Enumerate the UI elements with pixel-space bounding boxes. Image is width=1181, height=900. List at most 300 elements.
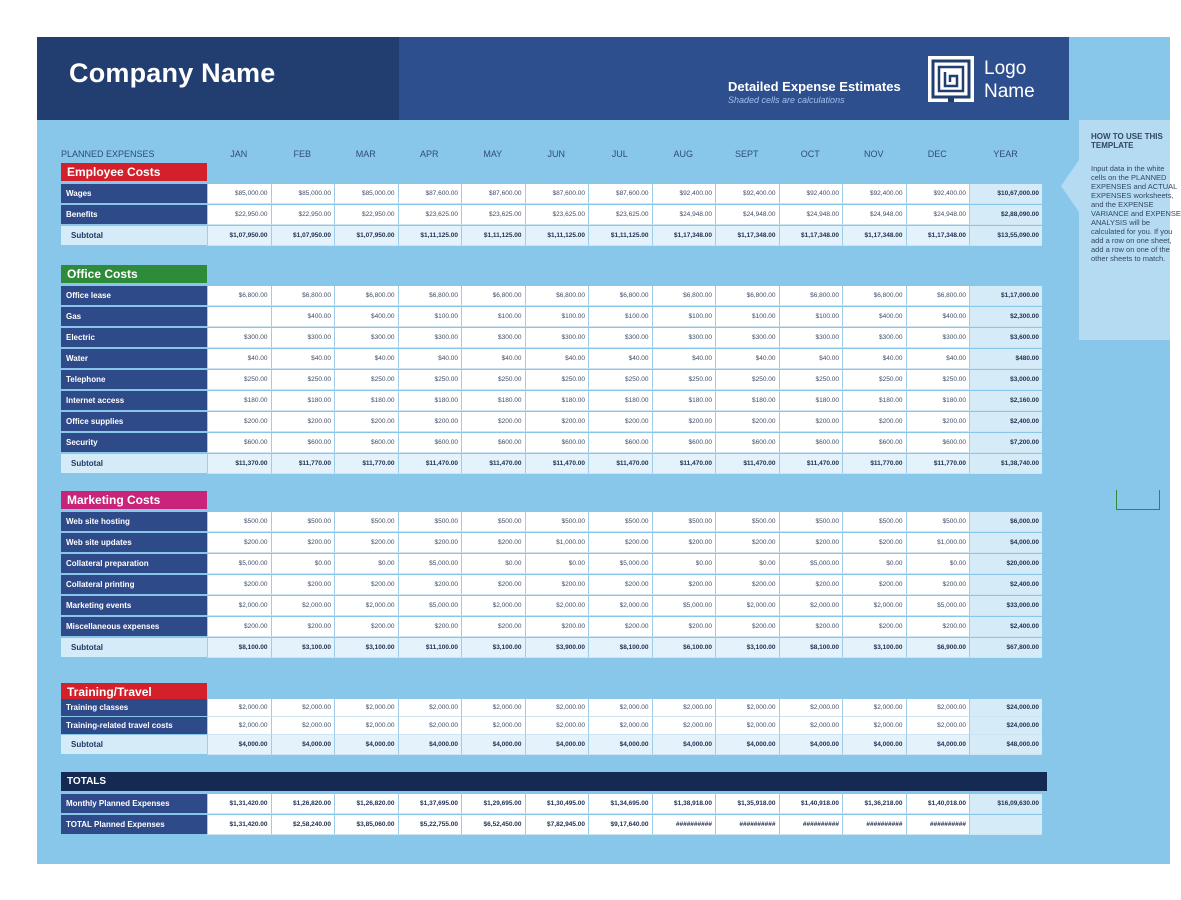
cell-dec[interactable]: $5,000.00 xyxy=(906,596,970,616)
cell-aug[interactable]: $180.00 xyxy=(652,391,716,411)
cell-feb[interactable]: $22,950.00 xyxy=(271,205,335,225)
cell-apr[interactable]: $1,11,125.00 xyxy=(398,226,462,246)
row-label[interactable]: Office supplies xyxy=(61,412,207,432)
cell-may[interactable]: $200.00 xyxy=(461,412,525,432)
selected-cell[interactable] xyxy=(1116,490,1160,510)
cell-oct[interactable]: $250.00 xyxy=(779,370,843,390)
cell-mar[interactable]: $4,000.00 xyxy=(334,735,398,755)
row-label[interactable]: Water xyxy=(61,349,207,369)
cell-jul[interactable]: $40.00 xyxy=(588,349,652,369)
cell-jun[interactable]: $1,000.00 xyxy=(525,533,589,553)
cell-feb[interactable]: $85,000.00 xyxy=(271,184,335,204)
cell-jan[interactable]: $85,000.00 xyxy=(207,184,271,204)
cell-sept[interactable]: $0.00 xyxy=(715,554,779,574)
cell-jun[interactable]: $500.00 xyxy=(525,512,589,532)
cell-dec[interactable]: $400.00 xyxy=(906,307,970,327)
cell-jan[interactable]: $1,07,950.00 xyxy=(207,226,271,246)
cell-nov[interactable]: $24,948.00 xyxy=(842,205,906,225)
cell-jan[interactable]: $300.00 xyxy=(207,328,271,348)
cell-feb[interactable]: $200.00 xyxy=(271,575,335,595)
cell-feb[interactable]: $400.00 xyxy=(271,307,335,327)
cell-may[interactable]: $0.00 xyxy=(461,554,525,574)
cell-jul[interactable]: $200.00 xyxy=(588,617,652,637)
cell-mar[interactable]: $6,800.00 xyxy=(334,286,398,306)
cell-oct[interactable]: $600.00 xyxy=(779,433,843,453)
cell-oct[interactable]: $2,000.00 xyxy=(779,699,843,717)
cell-mar[interactable]: $3,85,060.00 xyxy=(334,815,398,835)
row-label[interactable]: Electric xyxy=(61,328,207,348)
cell-jan[interactable]: $200.00 xyxy=(207,412,271,432)
cell-apr[interactable]: $2,000.00 xyxy=(398,717,462,735)
cell-sept[interactable]: $3,100.00 xyxy=(715,638,779,658)
cell-jul[interactable]: $2,000.00 xyxy=(588,699,652,717)
cell-sept[interactable]: $6,800.00 xyxy=(715,286,779,306)
row-label[interactable]: Miscellaneous expenses xyxy=(61,617,207,637)
cell-apr[interactable]: $5,000.00 xyxy=(398,596,462,616)
cell-jun[interactable]: $11,470.00 xyxy=(525,454,589,474)
cell-dec[interactable]: $92,400.00 xyxy=(906,184,970,204)
cell-feb[interactable]: $11,770.00 xyxy=(271,454,335,474)
cell-jul[interactable]: $200.00 xyxy=(588,575,652,595)
cell-oct[interactable]: $2,000.00 xyxy=(779,717,843,735)
cell-jan[interactable]: $1,31,420.00 xyxy=(207,815,271,835)
cell-mar[interactable]: $200.00 xyxy=(334,617,398,637)
cell-feb[interactable]: $250.00 xyxy=(271,370,335,390)
cell-may[interactable]: $500.00 xyxy=(461,512,525,532)
cell-dec[interactable]: $6,800.00 xyxy=(906,286,970,306)
cell-apr[interactable]: $180.00 xyxy=(398,391,462,411)
cell-jun[interactable]: $200.00 xyxy=(525,412,589,432)
cell-nov[interactable]: $6,800.00 xyxy=(842,286,906,306)
cell-may[interactable]: $1,11,125.00 xyxy=(461,226,525,246)
cell-jan[interactable]: $8,100.00 xyxy=(207,638,271,658)
cell-apr[interactable]: $200.00 xyxy=(398,617,462,637)
cell-apr[interactable]: $11,470.00 xyxy=(398,454,462,474)
cell-may[interactable]: $6,52,450.00 xyxy=(461,815,525,835)
cell-feb[interactable]: $6,800.00 xyxy=(271,286,335,306)
row-label[interactable]: TOTAL Planned Expenses xyxy=(61,815,207,835)
cell-sept[interactable]: $180.00 xyxy=(715,391,779,411)
cell-dec[interactable]: $200.00 xyxy=(906,617,970,637)
cell-mar[interactable]: $85,000.00 xyxy=(334,184,398,204)
cell-may[interactable]: $300.00 xyxy=(461,328,525,348)
cell-nov[interactable]: $600.00 xyxy=(842,433,906,453)
cell-apr[interactable]: $200.00 xyxy=(398,575,462,595)
cell-jun[interactable]: $200.00 xyxy=(525,617,589,637)
cell-nov[interactable]: $200.00 xyxy=(842,575,906,595)
cell-sept[interactable]: $200.00 xyxy=(715,533,779,553)
cell-jan[interactable]: $600.00 xyxy=(207,433,271,453)
cell-apr[interactable]: $87,600.00 xyxy=(398,184,462,204)
cell-sept[interactable]: $1,35,918.00 xyxy=(715,794,779,814)
cell-mar[interactable]: $300.00 xyxy=(334,328,398,348)
cell-apr[interactable]: $300.00 xyxy=(398,328,462,348)
row-label[interactable]: Benefits xyxy=(61,205,207,225)
cell-apr[interactable]: $250.00 xyxy=(398,370,462,390)
cell-aug[interactable]: $6,100.00 xyxy=(652,638,716,658)
cell-mar[interactable]: $200.00 xyxy=(334,412,398,432)
cell-jun[interactable]: $3,900.00 xyxy=(525,638,589,658)
cell-jul[interactable]: $500.00 xyxy=(588,512,652,532)
cell-nov[interactable]: $1,17,348.00 xyxy=(842,226,906,246)
cell-jan[interactable]: $22,950.00 xyxy=(207,205,271,225)
cell-may[interactable]: $4,000.00 xyxy=(461,735,525,755)
cell-sept[interactable]: ########## xyxy=(715,815,779,835)
cell-jan[interactable]: $180.00 xyxy=(207,391,271,411)
cell-aug[interactable]: $500.00 xyxy=(652,512,716,532)
cell-oct[interactable]: $24,948.00 xyxy=(779,205,843,225)
cell-jul[interactable]: $8,100.00 xyxy=(588,638,652,658)
row-label[interactable]: Subtotal xyxy=(61,454,207,474)
cell-sept[interactable]: $92,400.00 xyxy=(715,184,779,204)
cell-jul[interactable]: $6,800.00 xyxy=(588,286,652,306)
cell-jul[interactable]: $180.00 xyxy=(588,391,652,411)
cell-feb[interactable]: $500.00 xyxy=(271,512,335,532)
row-label[interactable]: Web site hosting xyxy=(61,512,207,532)
cell-mar[interactable]: $2,000.00 xyxy=(334,717,398,735)
cell-jan[interactable]: $6,800.00 xyxy=(207,286,271,306)
cell-jun[interactable]: $4,000.00 xyxy=(525,735,589,755)
cell-may[interactable]: $11,470.00 xyxy=(461,454,525,474)
cell-oct[interactable]: $6,800.00 xyxy=(779,286,843,306)
cell-nov[interactable]: $250.00 xyxy=(842,370,906,390)
cell-sept[interactable]: $24,948.00 xyxy=(715,205,779,225)
cell-jun[interactable]: $2,000.00 xyxy=(525,717,589,735)
cell-feb[interactable]: $40.00 xyxy=(271,349,335,369)
cell-nov[interactable]: $200.00 xyxy=(842,617,906,637)
cell-jul[interactable]: $600.00 xyxy=(588,433,652,453)
cell-oct[interactable]: $92,400.00 xyxy=(779,184,843,204)
cell-aug[interactable]: $1,17,348.00 xyxy=(652,226,716,246)
cell-feb[interactable]: $4,000.00 xyxy=(271,735,335,755)
cell-jun[interactable]: $6,800.00 xyxy=(525,286,589,306)
cell-sept[interactable]: $300.00 xyxy=(715,328,779,348)
cell-aug[interactable]: $2,000.00 xyxy=(652,717,716,735)
cell-jun[interactable]: $200.00 xyxy=(525,575,589,595)
cell-feb[interactable]: $180.00 xyxy=(271,391,335,411)
cell-jan[interactable]: $2,000.00 xyxy=(207,596,271,616)
cell-may[interactable]: $2,000.00 xyxy=(461,699,525,717)
cell-sept[interactable]: $2,000.00 xyxy=(715,717,779,735)
cell-may[interactable]: $2,000.00 xyxy=(461,717,525,735)
cell-aug[interactable]: $5,000.00 xyxy=(652,596,716,616)
cell-jul[interactable]: $1,11,125.00 xyxy=(588,226,652,246)
cell-aug[interactable]: $92,400.00 xyxy=(652,184,716,204)
cell-jan[interactable]: $11,370.00 xyxy=(207,454,271,474)
cell-feb[interactable]: $2,000.00 xyxy=(271,699,335,717)
cell-jul[interactable]: $5,000.00 xyxy=(588,554,652,574)
cell-jun[interactable]: $1,11,125.00 xyxy=(525,226,589,246)
cell-oct[interactable]: $1,17,348.00 xyxy=(779,226,843,246)
cell-aug[interactable]: $2,000.00 xyxy=(652,699,716,717)
cell-jun[interactable]: $100.00 xyxy=(525,307,589,327)
cell-jan[interactable]: $1,31,420.00 xyxy=(207,794,271,814)
cell-nov[interactable]: ########## xyxy=(842,815,906,835)
cell-oct[interactable]: $100.00 xyxy=(779,307,843,327)
cell-aug[interactable]: $200.00 xyxy=(652,617,716,637)
cell-dec[interactable]: $180.00 xyxy=(906,391,970,411)
cell-mar[interactable]: $200.00 xyxy=(334,533,398,553)
cell-mar[interactable]: $11,770.00 xyxy=(334,454,398,474)
cell-may[interactable]: $6,800.00 xyxy=(461,286,525,306)
cell-feb[interactable]: $2,000.00 xyxy=(271,717,335,735)
cell-jul[interactable]: $23,625.00 xyxy=(588,205,652,225)
cell-apr[interactable]: $500.00 xyxy=(398,512,462,532)
cell-dec[interactable]: $600.00 xyxy=(906,433,970,453)
cell-dec[interactable]: $200.00 xyxy=(906,412,970,432)
cell-jul[interactable]: $4,000.00 xyxy=(588,735,652,755)
cell-aug[interactable]: $300.00 xyxy=(652,328,716,348)
cell-nov[interactable]: $200.00 xyxy=(842,412,906,432)
cell-aug[interactable]: $24,948.00 xyxy=(652,205,716,225)
cell-jan[interactable]: $500.00 xyxy=(207,512,271,532)
cell-jun[interactable]: $40.00 xyxy=(525,349,589,369)
cell-mar[interactable]: $400.00 xyxy=(334,307,398,327)
row-label[interactable]: Gas xyxy=(61,307,207,327)
cell-aug[interactable]: $4,000.00 xyxy=(652,735,716,755)
cell-nov[interactable]: $1,36,218.00 xyxy=(842,794,906,814)
cell-may[interactable]: $250.00 xyxy=(461,370,525,390)
cell-sept[interactable]: $2,000.00 xyxy=(715,596,779,616)
cell-jun[interactable]: $180.00 xyxy=(525,391,589,411)
cell-apr[interactable]: $6,800.00 xyxy=(398,286,462,306)
cell-apr[interactable]: $600.00 xyxy=(398,433,462,453)
cell-nov[interactable]: $300.00 xyxy=(842,328,906,348)
cell-mar[interactable]: $2,000.00 xyxy=(334,596,398,616)
cell-dec[interactable]: $200.00 xyxy=(906,575,970,595)
cell-oct[interactable]: $11,470.00 xyxy=(779,454,843,474)
cell-jun[interactable]: $87,600.00 xyxy=(525,184,589,204)
cell-jul[interactable]: $100.00 xyxy=(588,307,652,327)
cell-jun[interactable]: $600.00 xyxy=(525,433,589,453)
row-label[interactable]: Training-related travel costs xyxy=(61,717,207,735)
cell-jul[interactable]: $11,470.00 xyxy=(588,454,652,474)
row-label[interactable]: Wages xyxy=(61,184,207,204)
cell-mar[interactable]: $200.00 xyxy=(334,575,398,595)
cell-sept[interactable]: $200.00 xyxy=(715,575,779,595)
cell-mar[interactable]: $2,000.00 xyxy=(334,699,398,717)
cell-feb[interactable]: $1,07,950.00 xyxy=(271,226,335,246)
cell-jun[interactable]: $2,000.00 xyxy=(525,596,589,616)
cell-jun[interactable]: $2,000.00 xyxy=(525,699,589,717)
cell-oct[interactable]: $2,000.00 xyxy=(779,596,843,616)
cell-feb[interactable]: $3,100.00 xyxy=(271,638,335,658)
cell-nov[interactable]: $400.00 xyxy=(842,307,906,327)
cell-nov[interactable]: $0.00 xyxy=(842,554,906,574)
cell-aug[interactable]: $0.00 xyxy=(652,554,716,574)
cell-aug[interactable]: $200.00 xyxy=(652,412,716,432)
cell-mar[interactable]: $600.00 xyxy=(334,433,398,453)
cell-dec[interactable]: $1,17,348.00 xyxy=(906,226,970,246)
cell-jul[interactable]: $300.00 xyxy=(588,328,652,348)
cell-feb[interactable]: $200.00 xyxy=(271,412,335,432)
cell-apr[interactable]: $40.00 xyxy=(398,349,462,369)
cell-feb[interactable]: $0.00 xyxy=(271,554,335,574)
cell-nov[interactable]: $3,100.00 xyxy=(842,638,906,658)
cell-sept[interactable]: $250.00 xyxy=(715,370,779,390)
cell-nov[interactable]: $40.00 xyxy=(842,349,906,369)
row-label[interactable]: Monthly Planned Expenses xyxy=(61,794,207,814)
cell-nov[interactable]: $200.00 xyxy=(842,533,906,553)
cell-oct[interactable]: $200.00 xyxy=(779,412,843,432)
cell-dec[interactable]: $6,900.00 xyxy=(906,638,970,658)
cell-may[interactable]: $1,29,695.00 xyxy=(461,794,525,814)
cell-may[interactable]: $200.00 xyxy=(461,533,525,553)
cell-nov[interactable]: $2,000.00 xyxy=(842,717,906,735)
cell-dec[interactable]: $250.00 xyxy=(906,370,970,390)
cell-may[interactable]: $40.00 xyxy=(461,349,525,369)
cell-nov[interactable]: $500.00 xyxy=(842,512,906,532)
cell-aug[interactable]: $200.00 xyxy=(652,533,716,553)
cell-oct[interactable]: $180.00 xyxy=(779,391,843,411)
row-label[interactable]: Telephone xyxy=(61,370,207,390)
company-name[interactable]: Company Name xyxy=(69,58,276,88)
row-label[interactable]: Web site updates xyxy=(61,533,207,553)
cell-mar[interactable]: $22,950.00 xyxy=(334,205,398,225)
cell-jul[interactable]: $200.00 xyxy=(588,412,652,432)
cell-sept[interactable]: $600.00 xyxy=(715,433,779,453)
cell-apr[interactable]: $23,625.00 xyxy=(398,205,462,225)
cell-feb[interactable]: $200.00 xyxy=(271,617,335,637)
cell-jan[interactable]: $200.00 xyxy=(207,617,271,637)
cell-sept[interactable]: $500.00 xyxy=(715,512,779,532)
cell-nov[interactable]: $2,000.00 xyxy=(842,596,906,616)
cell-oct[interactable]: $200.00 xyxy=(779,533,843,553)
cell-dec[interactable]: $1,40,018.00 xyxy=(906,794,970,814)
cell-jan[interactable]: $5,000.00 xyxy=(207,554,271,574)
cell-sept[interactable]: $40.00 xyxy=(715,349,779,369)
cell-mar[interactable]: $500.00 xyxy=(334,512,398,532)
cell-dec[interactable]: $40.00 xyxy=(906,349,970,369)
cell-may[interactable]: $600.00 xyxy=(461,433,525,453)
cell-oct[interactable]: $1,40,918.00 xyxy=(779,794,843,814)
cell-oct[interactable]: $200.00 xyxy=(779,575,843,595)
cell-dec[interactable]: $4,000.00 xyxy=(906,735,970,755)
cell-dec[interactable]: $0.00 xyxy=(906,554,970,574)
cell-sept[interactable]: $11,470.00 xyxy=(715,454,779,474)
cell-apr[interactable]: $5,22,755.00 xyxy=(398,815,462,835)
cell-sept[interactable]: $4,000.00 xyxy=(715,735,779,755)
cell-sept[interactable]: $200.00 xyxy=(715,617,779,637)
cell-aug[interactable]: ########## xyxy=(652,815,716,835)
cell-jan[interactable]: $2,000.00 xyxy=(207,717,271,735)
cell-apr[interactable]: $200.00 xyxy=(398,533,462,553)
cell-nov[interactable]: $92,400.00 xyxy=(842,184,906,204)
cell-dec[interactable]: $24,948.00 xyxy=(906,205,970,225)
cell-mar[interactable]: $3,100.00 xyxy=(334,638,398,658)
cell-apr[interactable]: $5,000.00 xyxy=(398,554,462,574)
cell-dec[interactable]: $500.00 xyxy=(906,512,970,532)
cell-jan[interactable]: $4,000.00 xyxy=(207,735,271,755)
cell-oct[interactable]: $8,100.00 xyxy=(779,638,843,658)
cell-mar[interactable]: $250.00 xyxy=(334,370,398,390)
cell-may[interactable]: $3,100.00 xyxy=(461,638,525,658)
cell-feb[interactable]: $300.00 xyxy=(271,328,335,348)
cell-nov[interactable]: $4,000.00 xyxy=(842,735,906,755)
cell-oct[interactable]: $500.00 xyxy=(779,512,843,532)
cell-feb[interactable]: $2,58,240.00 xyxy=(271,815,335,835)
cell-oct[interactable]: $4,000.00 xyxy=(779,735,843,755)
cell-aug[interactable]: $6,800.00 xyxy=(652,286,716,306)
cell-oct[interactable]: $200.00 xyxy=(779,617,843,637)
cell-oct[interactable]: $40.00 xyxy=(779,349,843,369)
cell-sept[interactable]: $1,17,348.00 xyxy=(715,226,779,246)
row-label[interactable]: Subtotal xyxy=(61,638,207,658)
cell-dec[interactable]: $300.00 xyxy=(906,328,970,348)
cell-jul[interactable]: $9,17,640.00 xyxy=(588,815,652,835)
cell-nov[interactable]: $180.00 xyxy=(842,391,906,411)
row-label[interactable]: Training classes xyxy=(61,699,207,717)
cell-may[interactable]: $23,625.00 xyxy=(461,205,525,225)
row-label[interactable]: Internet access xyxy=(61,391,207,411)
cell-sept[interactable]: $200.00 xyxy=(715,412,779,432)
cell-aug[interactable]: $100.00 xyxy=(652,307,716,327)
cell-mar[interactable]: $1,26,820.00 xyxy=(334,794,398,814)
cell-apr[interactable]: $4,000.00 xyxy=(398,735,462,755)
cell-apr[interactable]: $1,37,695.00 xyxy=(398,794,462,814)
cell-dec[interactable]: $1,000.00 xyxy=(906,533,970,553)
cell-dec[interactable]: $2,000.00 xyxy=(906,699,970,717)
logo-icon[interactable] xyxy=(928,56,974,102)
cell-mar[interactable]: $180.00 xyxy=(334,391,398,411)
row-label[interactable]: Subtotal xyxy=(61,735,207,755)
cell-may[interactable]: $200.00 xyxy=(461,575,525,595)
cell-jun[interactable]: $250.00 xyxy=(525,370,589,390)
cell-jan[interactable]: $200.00 xyxy=(207,533,271,553)
row-label[interactable]: Office lease xyxy=(61,286,207,306)
cell-jun[interactable]: $23,625.00 xyxy=(525,205,589,225)
cell-oct[interactable]: $5,000.00 xyxy=(779,554,843,574)
row-label[interactable]: Marketing events xyxy=(61,596,207,616)
cell-mar[interactable]: $40.00 xyxy=(334,349,398,369)
cell-may[interactable]: $180.00 xyxy=(461,391,525,411)
cell-feb[interactable]: $1,26,820.00 xyxy=(271,794,335,814)
cell-feb[interactable]: $2,000.00 xyxy=(271,596,335,616)
cell-sept[interactable]: $2,000.00 xyxy=(715,699,779,717)
cell-jul[interactable]: $250.00 xyxy=(588,370,652,390)
cell-may[interactable]: $2,000.00 xyxy=(461,596,525,616)
cell-may[interactable]: $200.00 xyxy=(461,617,525,637)
cell-oct[interactable]: $300.00 xyxy=(779,328,843,348)
cell-may[interactable]: $87,600.00 xyxy=(461,184,525,204)
row-label[interactable]: Collateral printing xyxy=(61,575,207,595)
cell-jul[interactable]: $200.00 xyxy=(588,533,652,553)
cell-sept[interactable]: $100.00 xyxy=(715,307,779,327)
cell-oct[interactable]: ########## xyxy=(779,815,843,835)
cell-jun[interactable]: $1,30,495.00 xyxy=(525,794,589,814)
cell-aug[interactable]: $40.00 xyxy=(652,349,716,369)
cell-nov[interactable]: $2,000.00 xyxy=(842,699,906,717)
cell-jan[interactable] xyxy=(207,307,271,327)
row-label[interactable]: Security xyxy=(61,433,207,453)
cell-aug[interactable]: $200.00 xyxy=(652,575,716,595)
cell-jul[interactable]: $87,600.00 xyxy=(588,184,652,204)
cell-jan[interactable]: $2,000.00 xyxy=(207,699,271,717)
cell-may[interactable]: $100.00 xyxy=(461,307,525,327)
row-label[interactable]: Subtotal xyxy=(61,226,207,246)
cell-dec[interactable]: ########## xyxy=(906,815,970,835)
cell-jan[interactable]: $250.00 xyxy=(207,370,271,390)
cell-dec[interactable]: $11,770.00 xyxy=(906,454,970,474)
cell-nov[interactable]: $11,770.00 xyxy=(842,454,906,474)
cell-dec[interactable]: $2,000.00 xyxy=(906,717,970,735)
cell-mar[interactable]: $0.00 xyxy=(334,554,398,574)
cell-jul[interactable]: $1,34,695.00 xyxy=(588,794,652,814)
cell-apr[interactable]: $11,100.00 xyxy=(398,638,462,658)
cell-apr[interactable]: $2,000.00 xyxy=(398,699,462,717)
cell-apr[interactable]: $100.00 xyxy=(398,307,462,327)
cell-aug[interactable]: $600.00 xyxy=(652,433,716,453)
